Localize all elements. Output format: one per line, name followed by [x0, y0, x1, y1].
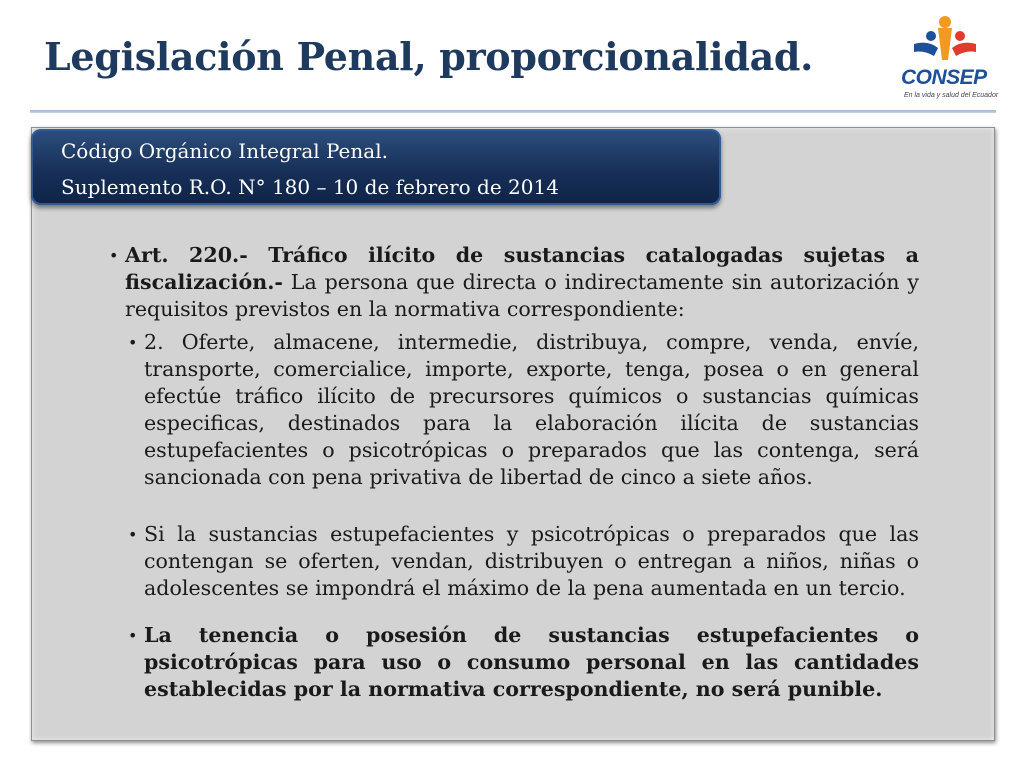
point-possession-text: La tenencia o posesión de sustancias estupefacientes o psicotrópicas para uso o consumo personal en las cantidades establecidas por la normativa correspondiente, no será punible. — [144, 623, 919, 701]
list-item-article — [104, 242, 919, 323]
slide-content — [104, 242, 919, 703]
article-text: La persona que directa o indirectamente sin autorización y requisitos previstos en la normativa correspondiente: — [125, 270, 919, 321]
point-2-text: 2. Oferte, almacene, intermedie, distribuya, compre, venda, envíe, transporte, comercialice, importe, exporte, tenga, posea o en general efectúe tráfico ilícito de precursores químicos o sustancias químicas especificas, destinados para la elaboración ilícita de sustancias estupefacientes o psicotrópicas o preparados que las contenga, será sancionada con pena privativa de libertad de cinco a siete años. — [144, 330, 919, 489]
bullet-icon: • — [109, 246, 119, 265]
point-minors-text: Si la sustancias estupefacientes y psicotrópicas o preparados que las contengan se oferten, vendan, distribuyen o entregan a niños, niñas o adolescentes se impondrá el máximo de la pena aumentada en un tercio. — [144, 522, 919, 600]
slide-title: Legislación Penal, proporcionalidad. — [44, 34, 814, 79]
list-item-point-minors — [104, 521, 919, 602]
bullet-icon: • — [128, 333, 138, 352]
title-divider — [30, 110, 996, 113]
header-line-code: Código Orgánico Integral Penal. — [61, 139, 388, 163]
bullet-icon: • — [128, 525, 138, 544]
list-item-point-possession — [104, 622, 919, 703]
list-item-point-2 — [104, 329, 919, 491]
bullet-icon: • — [128, 626, 138, 645]
logo-wordmark: CONSEP — [901, 66, 987, 89]
header-line-supplement: Suplemento R.O. N° 180 – 10 de febrero de 2014 — [61, 175, 559, 199]
logo-tagline: En la vida y salud del Ecuador — [904, 92, 999, 99]
article-heading: Art. 220.- Tráfico ilícito de sustancias catalogadas sujetas a fiscalización.- — [125, 243, 919, 294]
